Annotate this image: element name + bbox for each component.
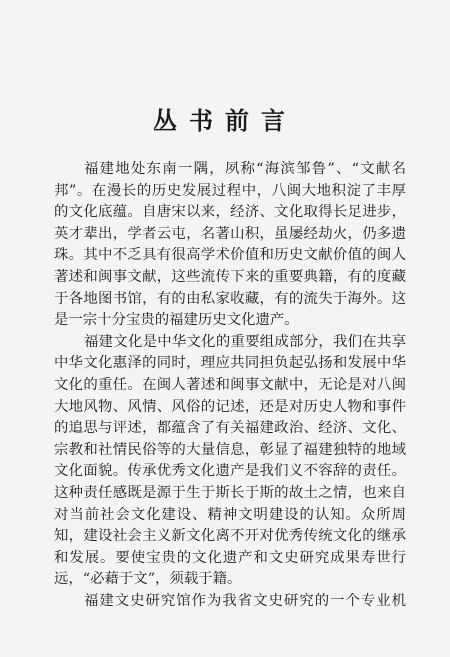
- text-line: 宗教和社情民俗等的大量信息，彰显了福建独特的地域: [54, 441, 406, 458]
- text-line: 是一宗十分宝贵的福建历史文化遗产。: [54, 312, 299, 329]
- text-line: 和发展。要使宝贵的文化遗产和文史研究成果寿世行: [54, 549, 406, 566]
- text-line: 著述和闽事文献，这些流传下来的重要典籍，有的度藏: [54, 268, 406, 285]
- text-line: 福建文史研究馆作为我省文史研究的一个专业机: [84, 592, 406, 609]
- text-line: 远，“必藉于文”，须载于籍。: [54, 571, 242, 588]
- text-line: 的文化底蕴。自唐宋以来，经济、文化取得长足进步，: [54, 204, 406, 221]
- text-line: 福建文化是中华文化的重要组成部分，我们在共享: [84, 333, 406, 350]
- text-line: 珠。其中不乏具有很高学术价值和历史文献价值的闽人: [54, 247, 406, 264]
- text-line: 这种责任感既是源于生于斯长于斯的故土之情，也来自: [54, 484, 406, 501]
- text-line: 的追思与评述，都蕴含了有关福建政治、经济、文化、: [54, 420, 406, 437]
- body-text: [54, 159, 406, 612]
- text-line: 中华文化惠泽的同时，理应共同担负起弘扬和发展中华: [54, 355, 406, 372]
- text-line: 大地风物、风情、风俗的记述，还是对历史人物和事件: [54, 398, 406, 415]
- text-line: 于各地图书馆，有的由私家收藏，有的流失于海外。这: [54, 290, 406, 307]
- text-line: 邦”。在漫长的历史发展过程中，八闽大地积淀了丰厚: [54, 182, 406, 199]
- text-line: 文化的重任。在闽人著述和闽事文献中，无论是对八闽: [54, 376, 406, 393]
- text-line: 文化面貌。传承优秀文化遗产是我们义不容辞的责任。: [54, 463, 406, 480]
- text-line: 福建地处东南一隅，夙称“海滨邹鲁”、“文献名: [84, 161, 406, 177]
- text-line: 知，建设社会主义新文化离不开对优秀传统文化的继承: [54, 528, 406, 545]
- text-line: 对当前社会文化建设、精神文明建设的认知。众所周: [54, 506, 406, 523]
- text-line: 英才辈出，学者云屯，名著山积，虽屡经劫火，仍多遗: [54, 225, 406, 242]
- page-title: 丛书前言: [153, 107, 297, 135]
